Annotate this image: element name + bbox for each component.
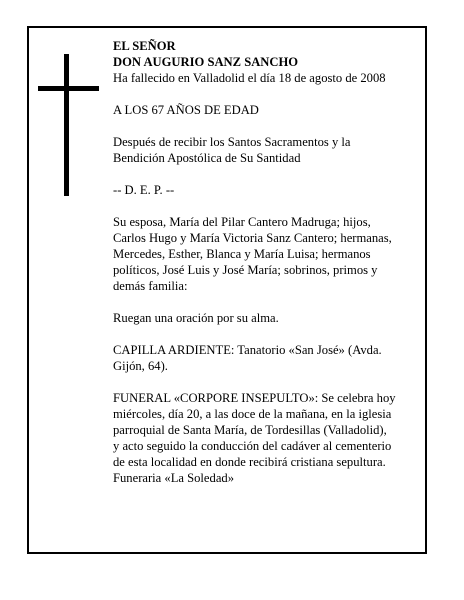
prayer-line: Ruegan una oración por su alma. bbox=[113, 311, 279, 325]
family-line-2: Carlos Hugo y María Victoria Sanz Cantero; hermanas, bbox=[113, 231, 392, 245]
family-line-3: Mercedes, Esther, Blanca y María Luisa; hermanos bbox=[113, 247, 371, 261]
family-line-5: demás familia: bbox=[113, 279, 188, 293]
chapel-line-1: CAPILLA ARDIENTE: Tanatorio «San José» (Avda. bbox=[113, 343, 382, 357]
family-line-4: políticos, José Luis y José María; sobrinos, primos y bbox=[113, 263, 378, 277]
chapel-line-2: Gijón, 64). bbox=[113, 359, 168, 373]
sacraments-line-1: Después de recibir los Santos Sacramentos y la bbox=[113, 135, 351, 149]
rip-line: -- D. E. P. -- bbox=[113, 183, 175, 197]
age-line: A LOS 67 AÑOS DE EDAD bbox=[113, 103, 259, 117]
funeral-line-4: y acto seguido la conducción del cadáver al cementerio bbox=[113, 439, 392, 453]
deceased-name: DON AUGURIO SANZ SANCHO bbox=[113, 55, 299, 69]
funeral-line-5: de esta localidad en donde recibirá cristiana sepultura. bbox=[113, 455, 386, 469]
funeral-line-2: miércoles, día 20, a las doce de la mañana, en la iglesia bbox=[113, 407, 392, 421]
funeral-home-line: Funeraria «La Soledad» bbox=[113, 471, 234, 485]
cross-vertical-bar bbox=[64, 54, 69, 196]
sacraments-line-2: Bendición Apostólica de Su Santidad bbox=[113, 151, 301, 165]
header-title: EL SEÑOR bbox=[113, 39, 176, 53]
funeral-line-3: parroquial de Santa María, de Tordesillas (Valladolid), bbox=[113, 423, 387, 437]
funeral-line-1: FUNERAL «CORPORE INSEPULTO»: Se celebra hoy bbox=[113, 391, 396, 405]
family-line-1: Su esposa, María del Pilar Cantero Madruga; hijos, bbox=[113, 215, 371, 229]
cross-icon bbox=[38, 54, 99, 196]
cross-horizontal-bar bbox=[38, 86, 99, 91]
death-date-line: Ha fallecido en Valladolid el día 18 de agosto de 2008 bbox=[113, 71, 386, 85]
obituary-text bbox=[113, 38, 423, 486]
